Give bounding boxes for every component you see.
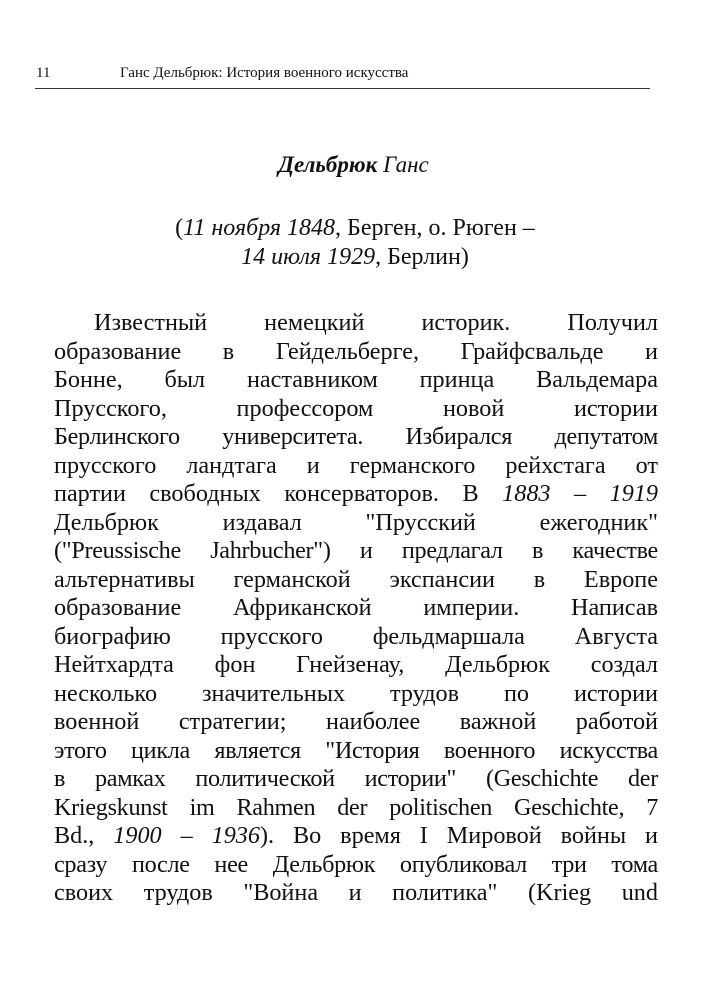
- text-line: несколько значительных трудов по истории: [54, 679, 658, 707]
- death-date: 14 июля 1929: [241, 244, 376, 270]
- date-range: 1883 – 1919: [502, 480, 658, 507]
- article-title: [0, 150, 707, 180]
- text-line: альтернативы германской экспансии в Европе: [54, 565, 658, 593]
- title-given-name: Ганс: [383, 152, 429, 177]
- text-line: своих трудов "Война и политика" (Krieg und: [54, 879, 658, 906]
- death-place: , Берлин): [375, 244, 469, 270]
- text-line: образование Африканской империи. Написав: [54, 594, 658, 621]
- text-line: Бонне, был наставником принца Вальдемара: [54, 366, 658, 393]
- text-line: [54, 822, 658, 851]
- text-line: Нейтхардта фон Гнейзенау, Дельбрюк создал: [54, 651, 658, 678]
- running-header: [35, 62, 650, 89]
- text-line: Известный немецкий историк. Получил: [94, 309, 658, 336]
- running-title: Ганс Дельбрюк: История военного искусства: [120, 65, 409, 81]
- text-line: в рамках политической истории" (Geschichte der: [54, 765, 658, 792]
- title-surname: Дельбрюк: [278, 152, 378, 177]
- text-line: Берлинского университета. Избирался депутатом: [54, 423, 658, 450]
- body-paragraph: [54, 309, 658, 908]
- date-range: 1900 – 1936: [113, 822, 260, 849]
- text-line: этого цикла является "История военного искусства: [54, 736, 658, 764]
- text-line: сразу после нее Дельбрюк опубликовал три тома: [54, 850, 658, 878]
- birth-place: , Берген, о. Рюген –: [335, 215, 535, 241]
- text-line: военной стратегии; наиболее важной работой: [54, 708, 658, 735]
- birth-date: 11 ноября 1848: [183, 215, 336, 241]
- dates-open-paren: (: [175, 215, 184, 241]
- text-line: образование в Гейдельберге, Грайфсвальде и: [54, 337, 658, 365]
- text-line: Дельбрюк издавал "Прусский ежегодник": [54, 508, 658, 536]
- text-line: ("Preussische Jahrbucher") и предлагал в качестве: [54, 537, 658, 564]
- text-line: Kriegskunst im Rahmen der politischen Geschichte, 7: [54, 793, 658, 821]
- text-line: Прусского, профессором новой истории: [54, 394, 658, 422]
- page-number: 11: [36, 65, 51, 81]
- text-line: биографию прусского фельдмаршала Августа: [54, 622, 658, 650]
- life-dates: [60, 214, 650, 272]
- text-run: ). Во время I Мировой войны и: [259, 822, 659, 849]
- text-line: прусского ландтага и германского рейхстага от: [54, 451, 658, 479]
- text-run: партии свободных консерваторов. В: [54, 480, 503, 507]
- text-run: Bd.,: [54, 822, 114, 849]
- text-line: [54, 480, 658, 509]
